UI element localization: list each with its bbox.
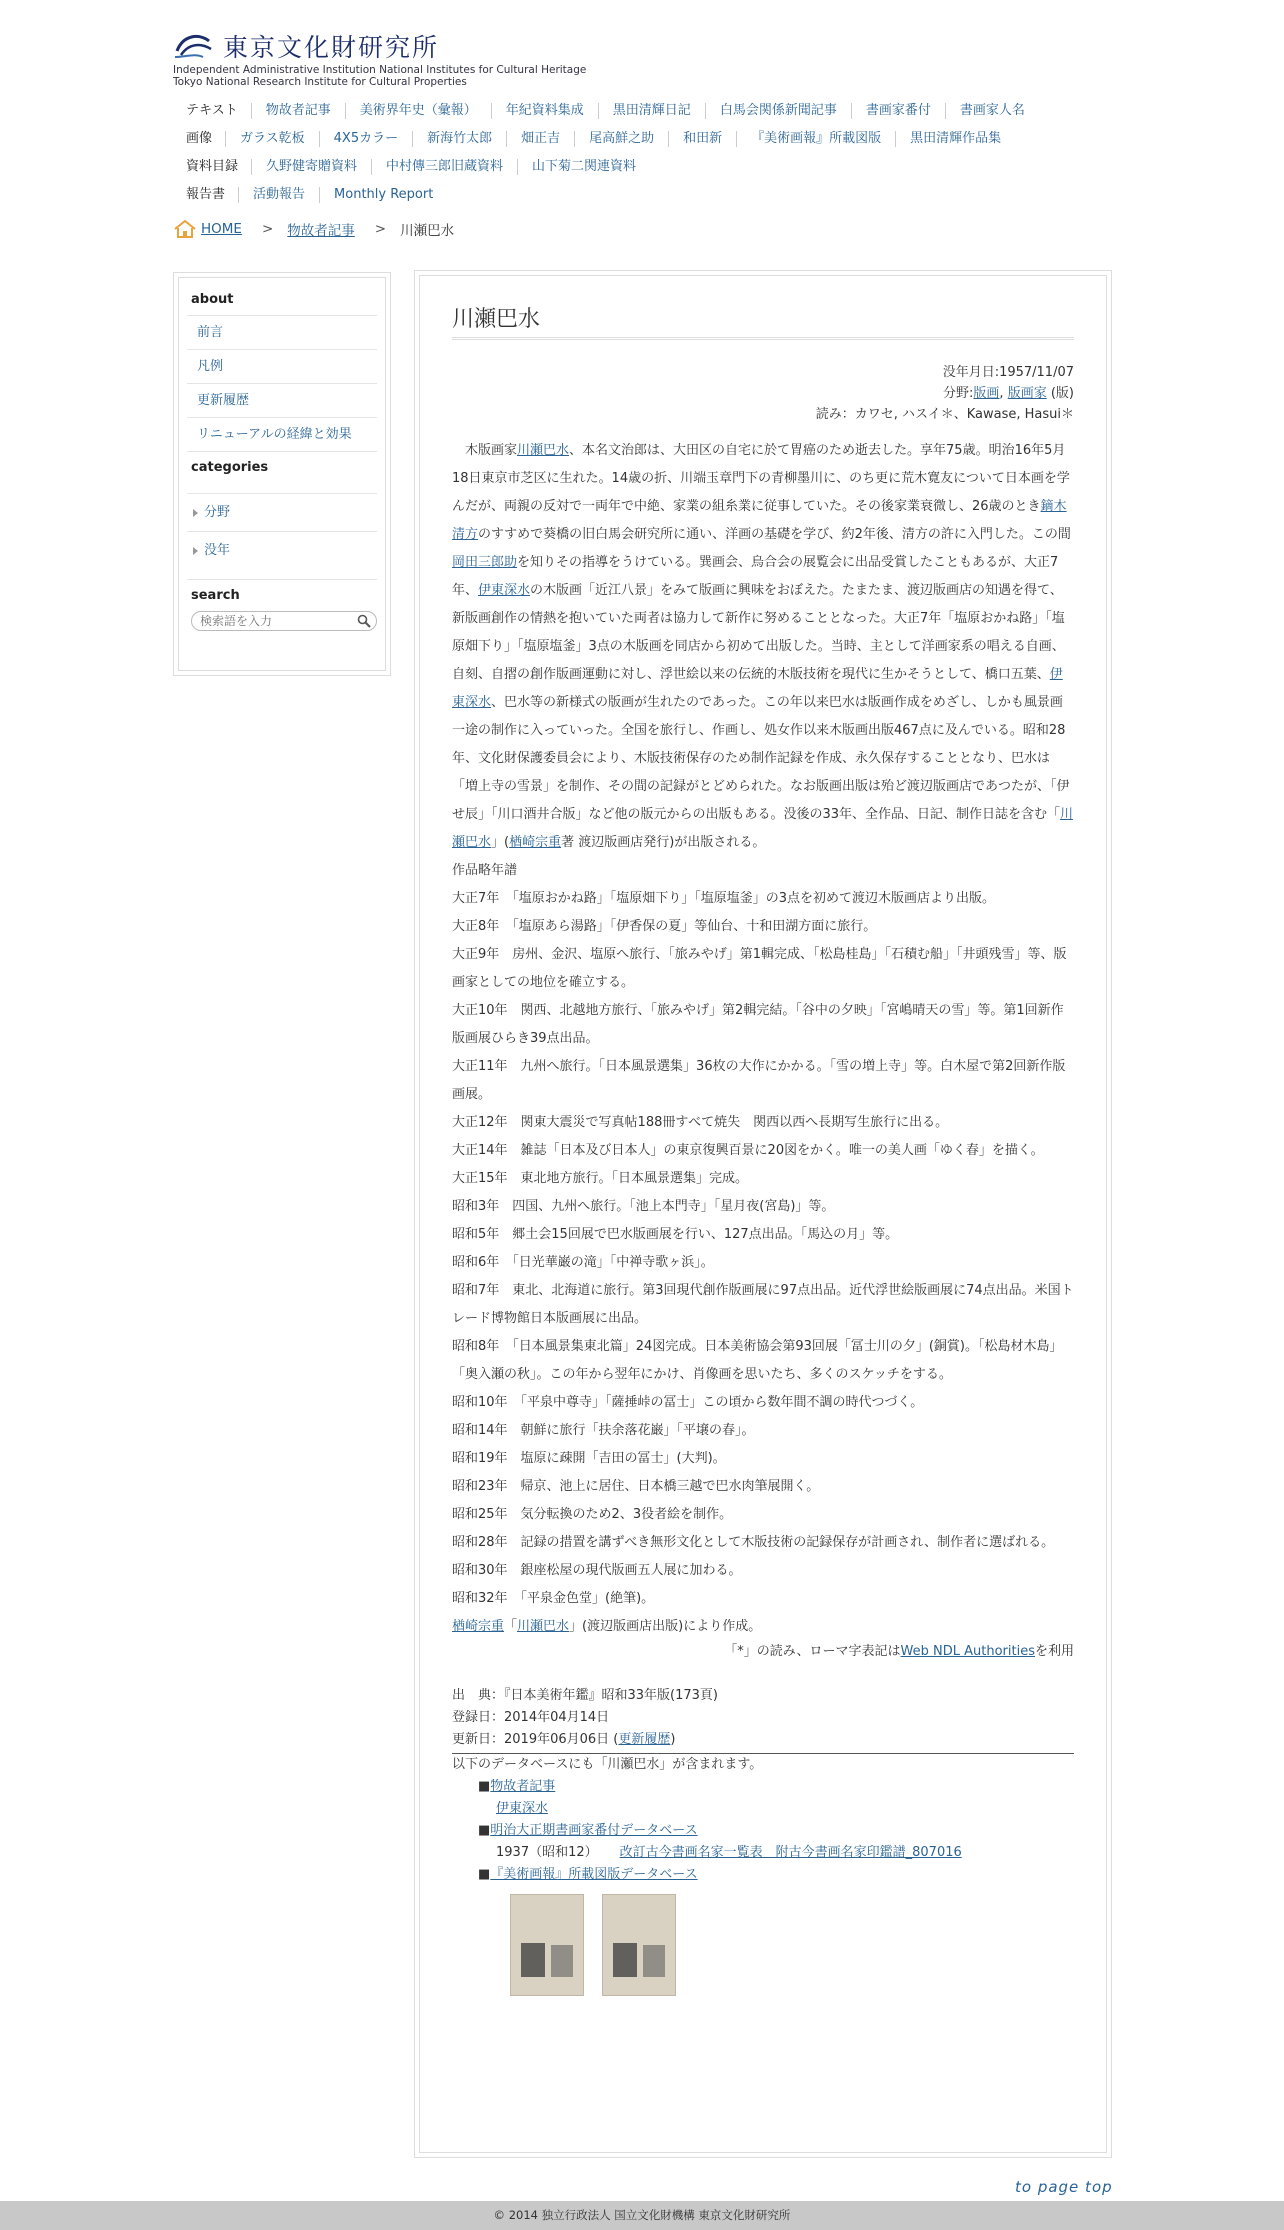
nav-link[interactable]: 活動報告 bbox=[239, 187, 320, 203]
ndl-link[interactable]: Web NDL Authorities bbox=[900, 1644, 1035, 1659]
field-comma: , bbox=[999, 386, 1004, 401]
search-box bbox=[191, 611, 377, 631]
footer: © 2014 独立行政法人 国立文化財機構 東京文化財研究所 bbox=[0, 2201, 1284, 2230]
breadcrumb-home[interactable]: HOME bbox=[201, 221, 242, 237]
bullet: ■ bbox=[478, 1823, 491, 1838]
thumbnail-row bbox=[452, 1894, 1074, 1996]
chronology-item: 大正14年 雑誌「日本及び日本人」の東京復興百景に20図をかく。唯一の美人画「ゆく春」を描く。 bbox=[452, 1143, 1044, 1158]
nav-link[interactable]: 黒田清輝作品集 bbox=[910, 131, 1002, 146]
nav-row-reports bbox=[173, 181, 1113, 209]
chronology-item: 昭和28年 記録の措置を講ずべき無形文化として木版技術の記録保存が計画され、制作者に選ばれる。 bbox=[452, 1535, 1055, 1550]
paragraph-text: の木版画「近江八景」をみて版画に興味をおぼえた。たまたま、渡辺版画店の知遇を得て、新版画創作の情熱を抱いていた両者は協力して新作に努めることとなった。大正7年「塩原おかね路」「塩原畑下り」「塩原塩釜」3点の木版画を同店から初めて出版した。当時、主として洋画家系の唱える自画、自刻、自摺の創作版画運動に対し、浮世絵以来の伝統的木版技術を現代に生かそうとして、橋口五葉、 bbox=[452, 583, 1065, 682]
death-date: 没年月日:1957/11/07 bbox=[942, 365, 1074, 380]
bullet: ■ bbox=[478, 1779, 491, 1794]
chronology-item: 昭和6年 「日光華巌の滝」「中禅寺歌ヶ浜」。 bbox=[452, 1255, 714, 1270]
sidebar-category-field[interactable] bbox=[187, 493, 377, 531]
breadcrumb bbox=[173, 216, 454, 242]
main-content-inner bbox=[419, 275, 1107, 2153]
site-subtitle-2: Tokyo National Research Institute for Cultural Properties bbox=[173, 76, 467, 88]
main-nav bbox=[173, 97, 1113, 209]
db-item bbox=[452, 1776, 1074, 1798]
nav-link[interactable]: 久野健寄贈資料 bbox=[252, 159, 372, 175]
chronology-item: 昭和25年 気分転換のため2、3役者絵を制作。 bbox=[452, 1507, 733, 1522]
paragraph-text: 」( bbox=[491, 835, 510, 850]
paragraph-text: 著 渡辺版画店発行)が出版される。 bbox=[561, 835, 766, 850]
chronology-item: 昭和23年 帰京、池上に居住、日本橋三越で巴水肉筆展開く。 bbox=[452, 1479, 820, 1494]
site-subtitle bbox=[173, 64, 1113, 88]
nav-link[interactable]: 『美術画報』所載図版 bbox=[737, 131, 896, 147]
nav-link[interactable]: 白馬会関係新聞記事 bbox=[706, 103, 852, 119]
site-title: 東京文化財研究所 bbox=[223, 33, 440, 62]
nav-link[interactable]: 中村傳三郎旧蔵資料 bbox=[372, 159, 518, 175]
breadcrumb-parent[interactable]: 物故者記事 bbox=[287, 223, 355, 239]
nav-link[interactable]: 書画家人名 bbox=[959, 103, 1025, 118]
breadcrumb-separator: > bbox=[261, 221, 274, 237]
ndl-suffix: を利用 bbox=[1034, 1644, 1074, 1659]
registered-date: 登録日：2014年04月14日 bbox=[452, 1710, 610, 1725]
chronology-item: 昭和3年 四国、九州へ旅行。「池上本門寺」「星月夜(宮島)」等。 bbox=[452, 1199, 835, 1214]
paragraph-text: 木版画家 bbox=[452, 443, 518, 458]
inline-person-link[interactable]: 伊東深水 bbox=[478, 583, 531, 598]
chronology-item: 昭和8年 「日本風景集東北篇」24図完成。日本美術協会第93回展「冨士川の夕」(銅賞)。「松島材木島」「奥入瀬の秋」。この年から翌年にかけ、肖像画を思いたち、多くのスケッチをする。 bbox=[452, 1339, 1063, 1382]
nav-head-text: テキスト bbox=[173, 103, 252, 119]
closing-text: 」(渡辺版画店出版)により作成。 bbox=[569, 1619, 762, 1634]
to-page-top-link[interactable]: to page top bbox=[1015, 2178, 1113, 2196]
closing-line bbox=[452, 1613, 1074, 1641]
thumbnail-image[interactable] bbox=[602, 1894, 676, 1996]
nav-link[interactable]: 尾高鮮之助 bbox=[575, 131, 669, 147]
nav-link[interactable]: 新海竹太郎 bbox=[413, 131, 507, 147]
nav-link[interactable]: 畑正吉 bbox=[507, 131, 575, 147]
chronology-heading: 作品略年譜 bbox=[452, 863, 518, 878]
paragraph-text: のすすめで葵橋の旧白馬会研究所に通い、洋画の基礎を学び、約2年後、清方の許に入門した。この間 bbox=[478, 527, 1071, 542]
site-subtitle-1: Independent Administrative Institution National Institutes for Cultural Heritage bbox=[173, 64, 587, 76]
reading: 読み：カワセ, ハスイ＊、Kawase, Hasui＊ bbox=[815, 407, 1074, 422]
closing-quote: 「 bbox=[504, 1619, 518, 1634]
field-prefix: 分野: bbox=[943, 386, 974, 401]
db-item bbox=[452, 1820, 1074, 1842]
nav-link[interactable]: 黒田清輝日記 bbox=[599, 103, 706, 119]
sidebar-item-legend[interactable]: 凡例 bbox=[187, 349, 377, 383]
nav-link[interactable]: 和田新 bbox=[669, 131, 737, 147]
chronology-item: 大正10年 関西、北越地方旅行、「旅みやげ」第2輯完結。「谷中の夕映」「宮嶋晴天の雪」等。第1回新作版画展ひらき39点出品。 bbox=[452, 1003, 1064, 1046]
source: 出 典：『日本美術年鑑』昭和33年版(173頁) bbox=[452, 1688, 718, 1703]
nav-link[interactable]: 年紀資料集成 bbox=[492, 103, 599, 119]
sidebar-category-death-year[interactable] bbox=[187, 531, 377, 569]
breadcrumb-current: 川瀬巴水 bbox=[400, 223, 455, 239]
inline-person-link[interactable]: 鏑木清方 bbox=[452, 499, 1067, 542]
chronology-item: 昭和19年 塩原に疎開「吉田の冨士」(大判)。 bbox=[452, 1451, 726, 1466]
sidebar bbox=[173, 272, 391, 676]
field-link-print[interactable]: 版画 bbox=[973, 386, 1000, 401]
inline-person-link[interactable]: 川瀬巴水 bbox=[517, 443, 570, 458]
site-logo[interactable] bbox=[173, 30, 1113, 62]
db-item bbox=[452, 1864, 1074, 1886]
db-subitem bbox=[452, 1798, 1074, 1820]
paragraph-text: を知りその指導をうけている。巽画会、烏合会の展覧会に出品受賞したこともあるが、大正7年、 bbox=[452, 555, 1059, 598]
site-header bbox=[173, 30, 1113, 88]
update-history-link[interactable]: 更新履歴 bbox=[618, 1732, 671, 1747]
book-link[interactable]: 川瀬巴水 bbox=[517, 1619, 570, 1634]
field-link-printmaker[interactable]: 版画家 bbox=[1007, 386, 1047, 401]
db-subitem bbox=[452, 1842, 1074, 1864]
updated-prefix: 更新日：2019年06月06日 ( bbox=[452, 1732, 619, 1747]
search-icon[interactable] bbox=[357, 614, 371, 628]
sidebar-item-preface[interactable]: 前言 bbox=[187, 315, 377, 349]
db-sub-link[interactable]: 伊東深水 bbox=[496, 1801, 549, 1816]
nav-row-catalog bbox=[173, 153, 1113, 181]
article-meta bbox=[452, 362, 1074, 425]
chronology-item: 大正7年 「塩原おかね路」「塩原畑下り」「塩原塩釜」の3点を初めて渡辺木版画店より出版。 bbox=[452, 891, 996, 906]
triangle-right-icon bbox=[193, 547, 198, 555]
db-link-bijutsu-gaho[interactable]: 『美術画報』所載図版データベース bbox=[490, 1867, 698, 1882]
sidebar-heading-search: search bbox=[187, 579, 377, 611]
thumbnail-image[interactable] bbox=[510, 1894, 584, 1996]
sidebar-heading-about: about bbox=[191, 292, 234, 307]
nav-head-images: 画像 bbox=[173, 131, 226, 147]
db-link-obituaries[interactable]: 物故者記事 bbox=[490, 1779, 556, 1794]
sidebar-inner bbox=[178, 277, 386, 671]
chronology-item: 昭和7年 東北、北海道に旅行。第3回現代創作版画展に97点出品。近代浮世絵版画展に74点出品。米国トレード博物館日本版画展に出品。 bbox=[452, 1283, 1074, 1326]
updated-suffix: ) bbox=[670, 1732, 676, 1747]
chronology-item: 昭和14年 朝鮮に旅行「扶余落花巌」「平壌の春」。 bbox=[452, 1423, 755, 1438]
db-intro: 以下のデータベースにも「川瀬巴水」が含まれます。 bbox=[452, 1757, 763, 1772]
ndl-note bbox=[452, 1641, 1074, 1663]
triangle-right-icon bbox=[193, 509, 198, 517]
article-body bbox=[452, 437, 1074, 1641]
biography-paragraph bbox=[452, 437, 1074, 857]
page-title: 川瀬巴水 bbox=[452, 302, 1074, 340]
inline-person-link[interactable]: 川瀬巴水 bbox=[452, 807, 1074, 850]
chronology-item: 昭和32年 「平泉金色堂」(絶筆)。 bbox=[452, 1591, 655, 1606]
nav-head-catalog: 資料目録 bbox=[173, 159, 252, 175]
nav-row-text bbox=[173, 97, 1113, 125]
main-content bbox=[414, 270, 1112, 2158]
inline-person-link[interactable]: 岡田三郎助 bbox=[452, 555, 518, 570]
sidebar-category-label: 没年 bbox=[204, 542, 231, 558]
inline-person-link[interactable]: 楢崎宗重 bbox=[509, 835, 562, 850]
chronology-item: 昭和5年 郷土会15回展で巴水版画展を行い、127点出品。「馬込の月」等。 bbox=[452, 1227, 899, 1242]
field-line bbox=[452, 383, 1074, 404]
sidebar-item-renewal[interactable]: リニューアルの経緯と効果 bbox=[187, 417, 377, 451]
chronology-item: 大正11年 九州へ旅行。「日本風景選集」36枚の大作にかかる。「雪の増上寺」等。白木屋で第2回新作版画展。 bbox=[452, 1059, 1066, 1102]
ndl-prefix: 「*」の読み、ローマ字表記は bbox=[724, 1644, 901, 1659]
nav-row-images bbox=[173, 125, 1113, 153]
chronology-item: 大正15年 東北地方旅行。「日本風景選集」完成。 bbox=[452, 1171, 749, 1186]
sidebar-heading-categories: categories bbox=[187, 451, 377, 483]
nav-link[interactable]: ガラス乾板 bbox=[226, 131, 320, 147]
chronology-item: 大正9年 房州、金沢、塩原へ旅行、「旅みやげ」第1輯完成、「松島桂島」「石積む船」「井頭残雪」等、版画家としての地位を確立する。 bbox=[452, 947, 1067, 990]
chronology-item: 昭和30年 銀座松屋の現代版画五人展に加わる。 bbox=[452, 1563, 742, 1578]
paragraph-text: 、巴水等の新様式の版画が生れたのであった。この年以来巴水は版画作成をめざし、しかも風景画一途の制作に入っていった。全国を旅行し、作画し、処女作以来木版画出版467点に及んでいる。昭和28年、文化財保護委員会により、木版技術保存のため制作記録を作成、永久保存することとなり、巴水は「増上寺の雪景」を制作、その間の記録がとどめられた。なお版画出版は殆ど渡辺版画店であつたが、「伊せ辰」「川口酒井合版」など他の版元からの出版もある。没後の33年、全作品、日記、制作日誌を含む「 bbox=[452, 695, 1070, 822]
db-link-banzuke[interactable]: 明治大正期書画家番付データベース bbox=[490, 1823, 698, 1838]
author-link[interactable]: 楢崎宗重 bbox=[452, 1619, 505, 1634]
updated-date bbox=[452, 1729, 1074, 1751]
search-input[interactable] bbox=[192, 612, 352, 630]
inline-person-link[interactable]: 伊東深水 bbox=[452, 667, 1063, 710]
nav-link[interactable]: 4X5カラー bbox=[320, 131, 413, 147]
home-icon bbox=[173, 219, 197, 239]
nav-head-reports: 報告書 bbox=[173, 187, 239, 203]
db-sub-year: 1937（昭和12） bbox=[496, 1845, 598, 1860]
chronology-list bbox=[452, 885, 1074, 1613]
nav-link[interactable]: 美術界年史（彙報） bbox=[346, 103, 492, 119]
chronology-item: 昭和10年 「平泉中尊寺」「薩捶峠の冨士」この頃から数年間不調の時代つづく。 bbox=[452, 1395, 924, 1410]
chronology-item: 大正8年 「塩原あら湯路」「伊香保の夏」等仙台、十和田湖方面に旅行。 bbox=[452, 919, 877, 934]
breadcrumb-separator: > bbox=[374, 221, 387, 237]
logo-mark-icon bbox=[173, 31, 215, 61]
field-suffix: (版) bbox=[1050, 386, 1074, 401]
sidebar-category-label: 分野 bbox=[204, 504, 231, 520]
nav-link[interactable]: 書画家番付 bbox=[852, 103, 946, 119]
nav-link[interactable]: 物故者記事 bbox=[252, 103, 346, 119]
nav-link[interactable]: Monthly Report bbox=[334, 187, 434, 202]
paragraph-text: 、本名文治郎は、大田区の自宅に於て胃癌のため逝去した。享年75歳。明治16年5月18日東京市芝区に生れた。14歳の折、川端玉章門下の青柳墨川に、のち更に荒木寛友について日本画を学んだが、両親の反対で一両年で中絶、家業の組糸業に従事していた。その後家業衰微し、26歳のとき bbox=[452, 443, 1070, 514]
sidebar-item-history[interactable]: 更新履歴 bbox=[187, 383, 377, 417]
db-sub-link[interactable]: 改訂古今書画名家一覧表 附古今書画名家印鑑譜_807016 bbox=[619, 1845, 962, 1860]
chronology-item: 大正12年 関東大震災で写真帖188冊すべて焼失 関西以西へ長期写生旅行に出る。 bbox=[452, 1115, 949, 1130]
bullet: ■ bbox=[478, 1867, 491, 1882]
nav-link[interactable]: 山下菊二関連資料 bbox=[532, 159, 637, 174]
record-info bbox=[452, 1685, 1074, 1996]
